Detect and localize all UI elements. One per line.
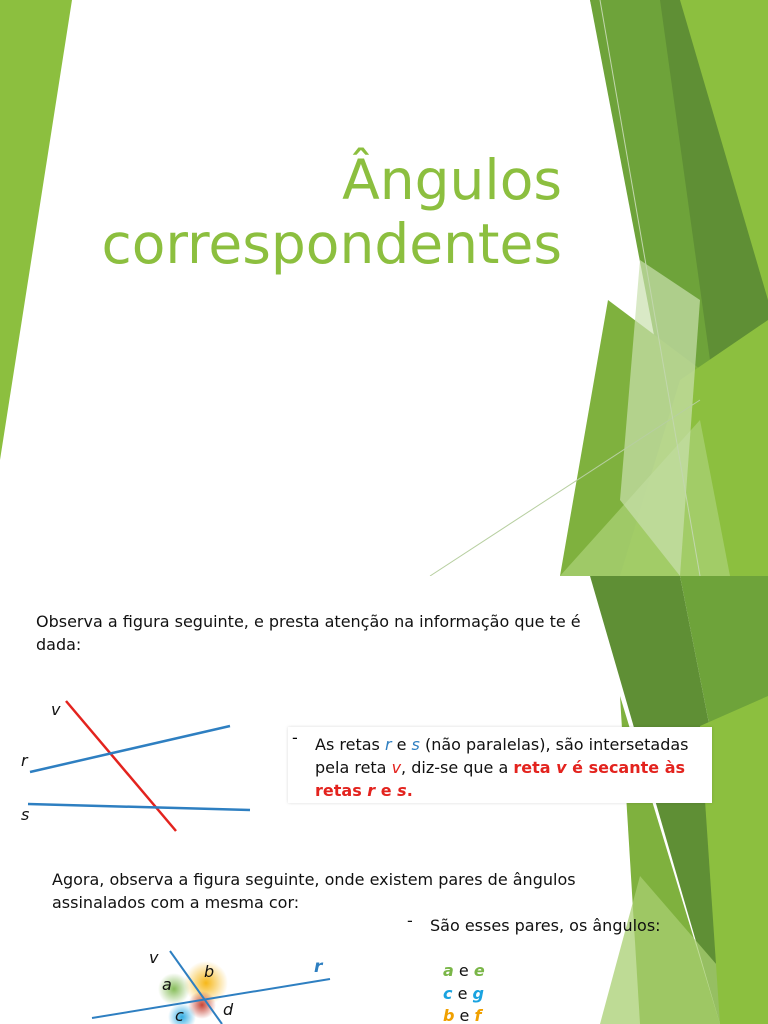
text-reta: reta <box>513 758 557 777</box>
pairs-label: São esses pares, os ângulos: <box>430 916 661 935</box>
line-v <box>66 701 176 831</box>
line-s <box>28 804 250 810</box>
pair-second: f <box>474 1006 482 1024</box>
title-line-1: Ângulos <box>342 148 562 212</box>
text-as-retas: As retas <box>315 735 385 754</box>
title-line-2: correspondentes <box>101 212 562 276</box>
figure-angle-pairs <box>90 941 350 1024</box>
fig2-label-d: d <box>223 1000 234 1019</box>
pair-c-g <box>443 984 484 1004</box>
content-slide <box>0 576 768 1024</box>
fig2-label-v: v <box>149 948 159 967</box>
fig2-label-c: c <box>175 1006 184 1024</box>
text-nao-paralelas: (não paralelas), são intersetadas pela reta <box>315 735 689 777</box>
secant-info-box <box>288 727 712 803</box>
pair-first: a <box>443 961 454 980</box>
line-r <box>30 726 230 772</box>
left-green-wedge <box>0 0 72 460</box>
text-diz-se: , diz-se que a <box>401 758 514 777</box>
secant-info-text <box>315 733 707 802</box>
bullet-dash: - <box>292 728 298 747</box>
text-e-red: e <box>375 781 398 800</box>
letter-r-red: r <box>367 781 376 800</box>
letter-s-red: s <box>397 781 407 800</box>
agora-text: Agora, observa a figura seguinte, onde existem pares de ângulos assinalados com a mesma cor: <box>52 870 576 912</box>
letter-r: r <box>384 735 392 754</box>
pair-and: e <box>453 961 474 980</box>
pair-and: e <box>454 1006 475 1024</box>
text-dot: . <box>406 781 413 800</box>
slide-title <box>101 148 562 276</box>
pair-first: b <box>443 1006 455 1024</box>
pair-b-f <box>443 1006 481 1024</box>
label-r: r <box>21 751 28 770</box>
intro-text: Observa a figura seguinte, e presta atenção na informação que te é dada: <box>36 612 581 654</box>
pair-second: g <box>472 984 484 1003</box>
pair-second: e <box>473 961 485 980</box>
text-e: e <box>391 735 412 754</box>
pair-and: e <box>452 984 473 1003</box>
fig2-label-a: a <box>162 975 172 994</box>
letter-v: v <box>391 758 402 777</box>
label-s: s <box>21 805 30 824</box>
text-secante: é secante às retas <box>315 758 686 800</box>
pairs-dash: - <box>407 911 413 930</box>
pair-first: c <box>443 984 453 1003</box>
letter-v-bold: v <box>556 758 567 777</box>
fig2-label-b: b <box>204 962 215 981</box>
pair-a-e <box>443 961 485 981</box>
letter-s: s <box>411 735 420 754</box>
label-v: v <box>51 700 61 719</box>
fig2-label-r: r <box>314 957 323 977</box>
